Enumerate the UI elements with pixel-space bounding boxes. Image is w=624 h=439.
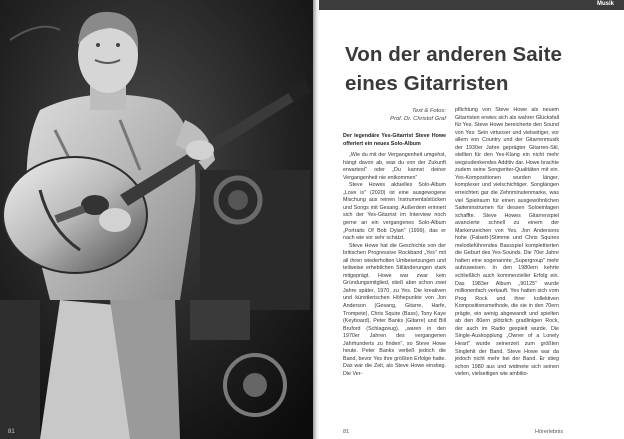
paragraph: „Wie du mit der Vergangenheit umgehst, hängt davon ab, was du von der Zukunft erwartest" oder „Du kannst deiner Vergangenheit nie entkommen" [343,152,446,181]
headline-line-2: eines Gitarristen [345,72,509,95]
section-bar [319,0,624,10]
headline-line-1: Von der anderen Saite [345,43,563,66]
paragraph: Steve Howes aktuelles Solo-Album „Love is" (2020) ist eine ausgewogene Mischung aus reinen Instrumentalstücken und Songs mit Gesang. Außerdem erinnert sich der Yes-Gitarrist im Interview noch gerne an ein vergangenes Solo-Album „Portraits Of Bob Dylan" (1999), das er nach wie vor sehr schätzt. [343,182,446,242]
credit-line-2: Prof. Dr. Christof Graf [390,116,446,122]
paragraph: pflichtung von Steve Howe als neuem Gitarristen erwies sich als wahrer Glücksfall für Yes. Steve Howe bereicherte den Sound von Yes: Sein virtuoser und vielseitiger, vor allem von Country und der Gitarrenmusik der 1930er Jahre geprägter Gitarren-Stil, stellten für den Yes-Klang ein nicht mehr wegzudenkendes Additiv dar. Howe brachte zudem seine Songwriter-Qualitäten mit ein. Yes-Kompositionen wurden länger, komplexer und vielschichtiger. Songlängen erreichten gar die Zehnminutenmarke, was viel Spielraum für einen ausgewöhnlichen Saiteninstrumen für dessen Soloeinlagen schaffte. Steve Howes Gitarrenspiel avancierte schnell zu einem der Markenzeichen von Yes. Jon Andersons hohe (Falsett-)Stimme und Chris Squires melodieführendes Bassspiel komplettierten die Geburt des Yes-Sounds. Die 70er Jahre hatten eine sogenannte „Supergroup" mehr aufzuweisen. In den 1980ern kehrte schließlich auch kommerzieller Erfolg ein. Das 1983er Album „90125" wurde millionenfach verkauft. Yes hatten sich vom Prog Rock und ihrer kollektiven Kompositionsmethode, die sie in den 70ern prägte, ein wenig abgewandt und spielten ab den 80ern plötzlich gradlinigen Rock, der auch im Radio gespielt wurde. Die Single-Auskopplung „Owner of a Lonely Heart" wurde seinerzeit zum größten Singlehit der Band. Steve Howe war da jedoch nicht mehr bei der Band. Er stieg schon 1980 aus und widmete sich seinen vielen, vielseitigen wie ambitio- [455,107,559,378]
paragraph: Steve Howe hat die Geschichte von der britischen Progressive Rockband „Yes" mit all ihren wiederholten Umbesetzungen und teilweise erheblichen Stiländerungen stark mitgeprägt. Howe war zwar kein Gründungsmitglied, stieß aber schon zwei Jahre später, 1970, zu Yes. Die kreativen und künstlerischen Höhepunkte von Jon Anderson (Gesang, Gitarre, Harfe, Trompete), Chris Squire (Bass), Tony Kaye (Keyboard), Peter Banks (Gitarre) und Bill Bruford (Schlagzeug), „waren in den 1970er Jahren des vergangenen Jahrhunderts zu finden", so Steve Howe heute. Peter Banks verließ jedoch die Band, bevor Yes ihre größten Erfolge hatte. Das war die Zeit, als Steve Howe einstieg. Die Ver- [343,242,446,377]
article-lead: Der legendäre Yes-Gitarrist Steve Howe offeriert ein neues Solo-Album [343,133,446,147]
text-column-left [343,133,446,379]
credit-line-1: Text & Fotos: [412,108,446,114]
right-page [319,0,624,439]
right-page-number: 81 [343,429,350,435]
article-headline [345,40,615,98]
left-page-number: 81 [8,429,15,435]
magazine-name: Hörerlebnis [535,429,564,435]
author-credit [343,107,446,123]
section-label: Musik [596,1,614,7]
text-column-right [455,107,559,379]
